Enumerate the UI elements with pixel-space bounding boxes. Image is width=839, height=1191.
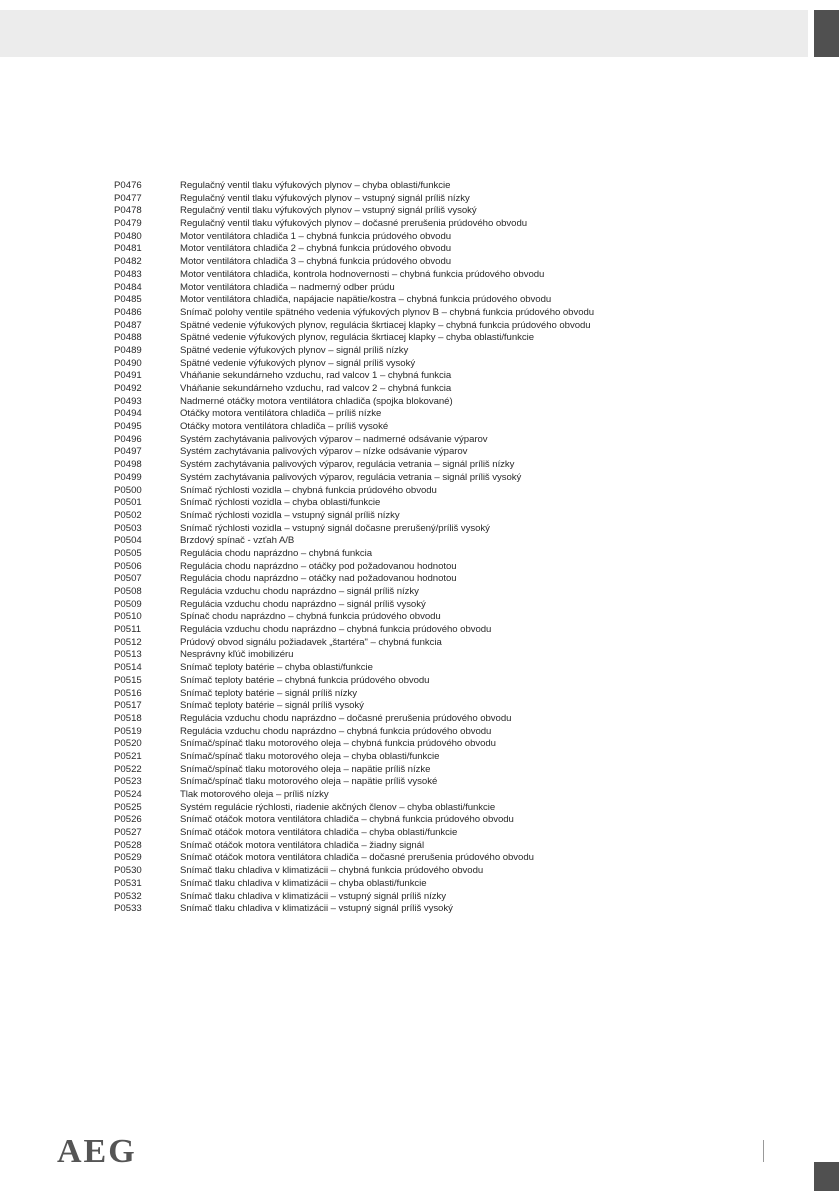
error-code: P0509 bbox=[114, 598, 142, 610]
error-code: P0514 bbox=[114, 662, 142, 674]
code-row bbox=[114, 649, 714, 662]
code-row bbox=[114, 231, 714, 244]
error-code: P0511 bbox=[114, 624, 142, 636]
error-description: Systém regulácie rýchlosti, riadenie akčných členov – chyba oblasti/funkcie bbox=[180, 801, 496, 813]
error-code: P0512 bbox=[114, 636, 142, 648]
error-description: Nesprávny kľúč imobilizéru bbox=[180, 649, 294, 661]
code-row bbox=[114, 269, 714, 282]
error-code: P0499 bbox=[114, 471, 142, 483]
error-description: Regulačný ventil tlaku výfukových plynov – chyba oblasti/funkcie bbox=[180, 180, 451, 191]
error-code: P0515 bbox=[114, 674, 142, 686]
error-description: Systém zachytávania palivových výparov – nadmerné odsávanie výparov bbox=[180, 433, 488, 445]
error-code: P0510 bbox=[114, 611, 142, 623]
code-row bbox=[114, 358, 714, 371]
error-code: P0491 bbox=[114, 370, 142, 382]
brand-logo: AEG bbox=[57, 1133, 137, 1170]
code-row bbox=[114, 586, 714, 599]
code-row bbox=[114, 485, 714, 498]
code-row bbox=[114, 789, 714, 802]
error-code: P0504 bbox=[114, 535, 142, 547]
code-row bbox=[114, 345, 714, 358]
error-description: Regulácia vzduchu chodu naprázdno – signál príliš nízky bbox=[180, 586, 419, 597]
error-description: Snímač rýchlosti vozidla – chyba oblasti/funkcie bbox=[180, 497, 381, 509]
error-code: P0494 bbox=[114, 408, 142, 420]
error-code: P0507 bbox=[114, 573, 142, 585]
code-row bbox=[114, 776, 714, 789]
error-code: P0525 bbox=[114, 801, 142, 813]
error-code: P0481 bbox=[114, 243, 142, 255]
error-description: Vháňanie sekundárneho vzduchu, rad valcov 1 – chybná funkcia bbox=[180, 370, 452, 382]
error-code-list bbox=[114, 180, 714, 916]
code-row bbox=[114, 637, 714, 650]
error-code: P0490 bbox=[114, 357, 142, 369]
error-code: P0520 bbox=[114, 738, 142, 750]
footer-divider bbox=[763, 1140, 764, 1162]
error-description: Regulačný ventil tlaku výfukových plynov – dočasné prerušenia prúdového obvodu bbox=[180, 218, 528, 230]
error-code: P0489 bbox=[114, 344, 142, 356]
error-code: P0526 bbox=[114, 814, 142, 826]
code-row bbox=[114, 243, 714, 256]
error-description: Regulácia vzduchu chodu naprázdno – dočasné prerušenia prúdového obvodu bbox=[180, 712, 512, 724]
error-description: Spätné vedenie výfukových plynov – signál príliš vysoký bbox=[180, 357, 416, 369]
error-description: Snímač tlaku chladiva v klimatizácii – chyba oblasti/funkcie bbox=[180, 877, 427, 889]
error-description: Motor ventilátora chladiča 1 – chybná funkcia prúdového obvodu bbox=[180, 230, 452, 242]
code-row bbox=[114, 205, 714, 218]
error-description: Regulácia vzduchu chodu naprázdno – chybná funkcia prúdového obvodu bbox=[180, 725, 492, 737]
code-row bbox=[114, 688, 714, 701]
error-description: Spínač chodu naprázdno – chybná funkcia prúdového obvodu bbox=[180, 611, 441, 623]
error-code: P0495 bbox=[114, 421, 142, 433]
error-code: P0533 bbox=[114, 903, 142, 915]
code-row bbox=[114, 891, 714, 904]
corner-tab-bottom bbox=[814, 1162, 839, 1191]
error-code: P0483 bbox=[114, 268, 142, 280]
error-code: P0505 bbox=[114, 547, 142, 559]
error-code: P0523 bbox=[114, 776, 142, 788]
error-description: Tlak motorového oleja – príliš nízky bbox=[180, 789, 329, 800]
error-code: P0513 bbox=[114, 649, 142, 661]
code-row bbox=[114, 282, 714, 295]
error-code: P0530 bbox=[114, 865, 142, 877]
error-description: Regulácia vzduchu chodu naprázdno – chybná funkcia prúdového obvodu bbox=[180, 624, 492, 636]
error-code: P0486 bbox=[114, 306, 142, 318]
error-description: Snímač teploty batérie – chybná funkcia prúdového obvodu bbox=[180, 674, 430, 686]
error-description: Snímač tlaku chladiva v klimatizácii – vstupný signál príliš nízky bbox=[180, 890, 446, 902]
error-description: Snímač tlaku chladiva v klimatizácii – chybná funkcia prúdového obvodu bbox=[180, 865, 484, 877]
error-description: Motor ventilátora chladiča, kontrola hodnovernosti – chybná funkcia prúdového obvodu bbox=[180, 268, 545, 280]
error-code: P0524 bbox=[114, 789, 142, 800]
code-row bbox=[114, 814, 714, 827]
code-row bbox=[114, 307, 714, 320]
code-row bbox=[114, 840, 714, 853]
error-description: Snímač rýchlosti vozidla – chybná funkcia prúdového obvodu bbox=[180, 484, 437, 496]
error-description: Motor ventilátora chladiča 3 – chybná funkcia prúdového obvodu bbox=[180, 256, 452, 268]
code-row bbox=[114, 396, 714, 409]
code-row bbox=[114, 751, 714, 764]
code-row bbox=[114, 193, 714, 206]
error-code: P0498 bbox=[114, 459, 142, 471]
code-row bbox=[114, 802, 714, 815]
code-row bbox=[114, 294, 714, 307]
code-row bbox=[114, 624, 714, 637]
corner-tab-top bbox=[814, 10, 839, 57]
error-code: P0521 bbox=[114, 750, 142, 762]
error-code: P0529 bbox=[114, 852, 142, 864]
error-code: P0527 bbox=[114, 827, 142, 839]
error-description: Snímač otáčok motora ventilátora chladiča – žiadny signál bbox=[180, 839, 425, 851]
error-description: Motor ventilátora chladiča, napájacie napätie/kostra – chybná funkcia prúdového obvodu bbox=[180, 294, 552, 306]
error-code: P0493 bbox=[114, 395, 142, 407]
code-row bbox=[114, 320, 714, 333]
code-row bbox=[114, 726, 714, 739]
error-description: Systém zachytávania palivových výparov, regulácia vetrania – signál príliš vysoký bbox=[180, 471, 522, 483]
error-code: P0502 bbox=[114, 509, 142, 521]
error-description: Snímač rýchlosti vozidla – vstupný signál dočasne prerušený/príliš vysoký bbox=[180, 522, 490, 534]
error-description: Systém zachytávania palivových výparov – nízke odsávanie výparov bbox=[180, 446, 468, 458]
error-code: P0508 bbox=[114, 586, 142, 597]
code-row bbox=[114, 852, 714, 865]
error-code: P0488 bbox=[114, 332, 142, 344]
error-description: Snímač otáčok motora ventilátora chladiča – dočasné prerušenia prúdového obvodu bbox=[180, 852, 534, 864]
code-row bbox=[114, 180, 714, 193]
code-row bbox=[114, 370, 714, 383]
code-row bbox=[114, 764, 714, 777]
error-description: Snímač/spínač tlaku motorového oleja – chyba oblasti/funkcie bbox=[180, 750, 440, 762]
error-description: Regulačný ventil tlaku výfukových plynov – vstupný signál príliš vysoký bbox=[180, 205, 477, 217]
error-description: Snímač/spínač tlaku motorového oleja – napätie príliš nízke bbox=[180, 763, 431, 775]
code-row bbox=[114, 535, 714, 548]
code-row bbox=[114, 510, 714, 523]
error-code: P0479 bbox=[114, 218, 142, 230]
error-description: Regulačný ventil tlaku výfukových plynov – vstupný signál príliš nízky bbox=[180, 192, 470, 204]
error-description: Spätné vedenie výfukových plynov, regulácia škrtiacej klapky – chybná funkcia prúdového obvodu bbox=[180, 319, 591, 331]
error-code: P0480 bbox=[114, 230, 142, 242]
error-description: Regulácia chodu naprázdno – otáčky nad požadovanou hodnotou bbox=[180, 573, 457, 585]
error-description: Spätné vedenie výfukových plynov – signál príliš nízky bbox=[180, 344, 409, 356]
error-code: P0482 bbox=[114, 256, 142, 268]
code-row bbox=[114, 573, 714, 586]
error-description: Snímač rýchlosti vozidla – vstupný signál príliš nízky bbox=[180, 509, 400, 521]
error-description: Snímač polohy ventile spätného vedenia výfukových plynov B – chybná funkcia prúdového obvodu bbox=[180, 306, 595, 318]
code-row bbox=[114, 700, 714, 713]
error-code: P0532 bbox=[114, 890, 142, 902]
code-row bbox=[114, 446, 714, 459]
error-description: Regulácia chodu naprázdno – otáčky pod požadovanou hodnotou bbox=[180, 560, 457, 572]
code-row bbox=[114, 434, 714, 447]
error-description: Regulácia chodu naprázdno – chybná funkcia bbox=[180, 547, 373, 559]
error-code: P0503 bbox=[114, 522, 142, 534]
error-code: P0496 bbox=[114, 433, 142, 445]
error-description: Snímač/spínač tlaku motorového oleja – napätie príliš vysoké bbox=[180, 776, 438, 788]
code-row bbox=[114, 561, 714, 574]
error-code: P0517 bbox=[114, 700, 142, 712]
code-row bbox=[114, 599, 714, 612]
code-row bbox=[114, 218, 714, 231]
error-description: Snímač otáčok motora ventilátora chladiča – chyba oblasti/funkcie bbox=[180, 827, 458, 839]
error-code: P0531 bbox=[114, 877, 142, 889]
code-row bbox=[114, 738, 714, 751]
code-row bbox=[114, 459, 714, 472]
error-code: P0492 bbox=[114, 383, 142, 394]
code-row bbox=[114, 865, 714, 878]
error-code: P0497 bbox=[114, 446, 142, 458]
code-row bbox=[114, 256, 714, 269]
error-description: Spätné vedenie výfukových plynov, regulácia škrtiacej klapky – chyba oblasti/funkcie bbox=[180, 332, 534, 344]
error-description: Vháňanie sekundárneho vzduchu, rad valcov 2 – chybná funkcia bbox=[180, 383, 452, 394]
error-code: P0484 bbox=[114, 281, 142, 293]
code-row bbox=[114, 408, 714, 421]
error-description: Snímač teploty batérie – signál príliš vysoký bbox=[180, 700, 364, 712]
error-code: P0528 bbox=[114, 839, 142, 851]
error-description: Motor ventilátora chladiča 2 – chybná funkcia prúdového obvodu bbox=[180, 243, 452, 255]
error-description: Motor ventilátora chladiča – nadmerný odber prúdu bbox=[180, 281, 395, 293]
error-description: Nadmerné otáčky motora ventilátora chladiča (spojka blokované) bbox=[180, 395, 453, 407]
error-code: P0519 bbox=[114, 725, 142, 737]
code-row bbox=[114, 903, 714, 916]
error-code: P0477 bbox=[114, 192, 142, 204]
error-code: P0522 bbox=[114, 763, 142, 775]
code-row bbox=[114, 383, 714, 396]
error-code: P0487 bbox=[114, 319, 142, 331]
error-description: Snímač teploty batérie – chyba oblasti/funkcie bbox=[180, 662, 373, 674]
error-description: Systém zachytávania palivových výparov, regulácia vetrania – signál príliš nízky bbox=[180, 459, 515, 471]
error-description: Otáčky motora ventilátora chladiča – príliš vysoké bbox=[180, 421, 389, 433]
error-description: Otáčky motora ventilátora chladiča – príliš nízke bbox=[180, 408, 382, 420]
code-row bbox=[114, 523, 714, 536]
code-row bbox=[114, 421, 714, 434]
error-code: P0516 bbox=[114, 687, 142, 699]
error-description: Snímač teploty batérie – signál príliš nízky bbox=[180, 687, 357, 699]
header-bar bbox=[0, 10, 808, 57]
code-row bbox=[114, 662, 714, 675]
error-description: Snímač tlaku chladiva v klimatizácii – vstupný signál príliš vysoký bbox=[180, 903, 453, 915]
code-row bbox=[114, 611, 714, 624]
error-description: Prúdový obvod signálu požiadavek „štartéra" – chybná funkcia bbox=[180, 636, 442, 648]
code-row bbox=[114, 827, 714, 840]
code-row bbox=[114, 497, 714, 510]
error-description: Brzdový spínač - vzťah A/B bbox=[180, 535, 295, 547]
error-code: P0485 bbox=[114, 294, 142, 306]
error-description: Regulácia vzduchu chodu naprázdno – signál príliš vysoký bbox=[180, 598, 426, 610]
code-row bbox=[114, 548, 714, 561]
code-row bbox=[114, 332, 714, 345]
error-code: P0478 bbox=[114, 205, 142, 217]
error-description: Snímač/spínač tlaku motorového oleja – chybná funkcia prúdového obvodu bbox=[180, 738, 496, 750]
code-row bbox=[114, 472, 714, 485]
error-code: P0476 bbox=[114, 180, 142, 191]
code-row bbox=[114, 675, 714, 688]
error-code: P0500 bbox=[114, 484, 142, 496]
code-row bbox=[114, 713, 714, 726]
error-description: Snímač otáčok motora ventilátora chladiča – chybná funkcia prúdového obvodu bbox=[180, 814, 514, 826]
error-code: P0506 bbox=[114, 560, 142, 572]
code-row bbox=[114, 878, 714, 891]
error-code: P0501 bbox=[114, 497, 142, 509]
error-code: P0518 bbox=[114, 712, 142, 724]
